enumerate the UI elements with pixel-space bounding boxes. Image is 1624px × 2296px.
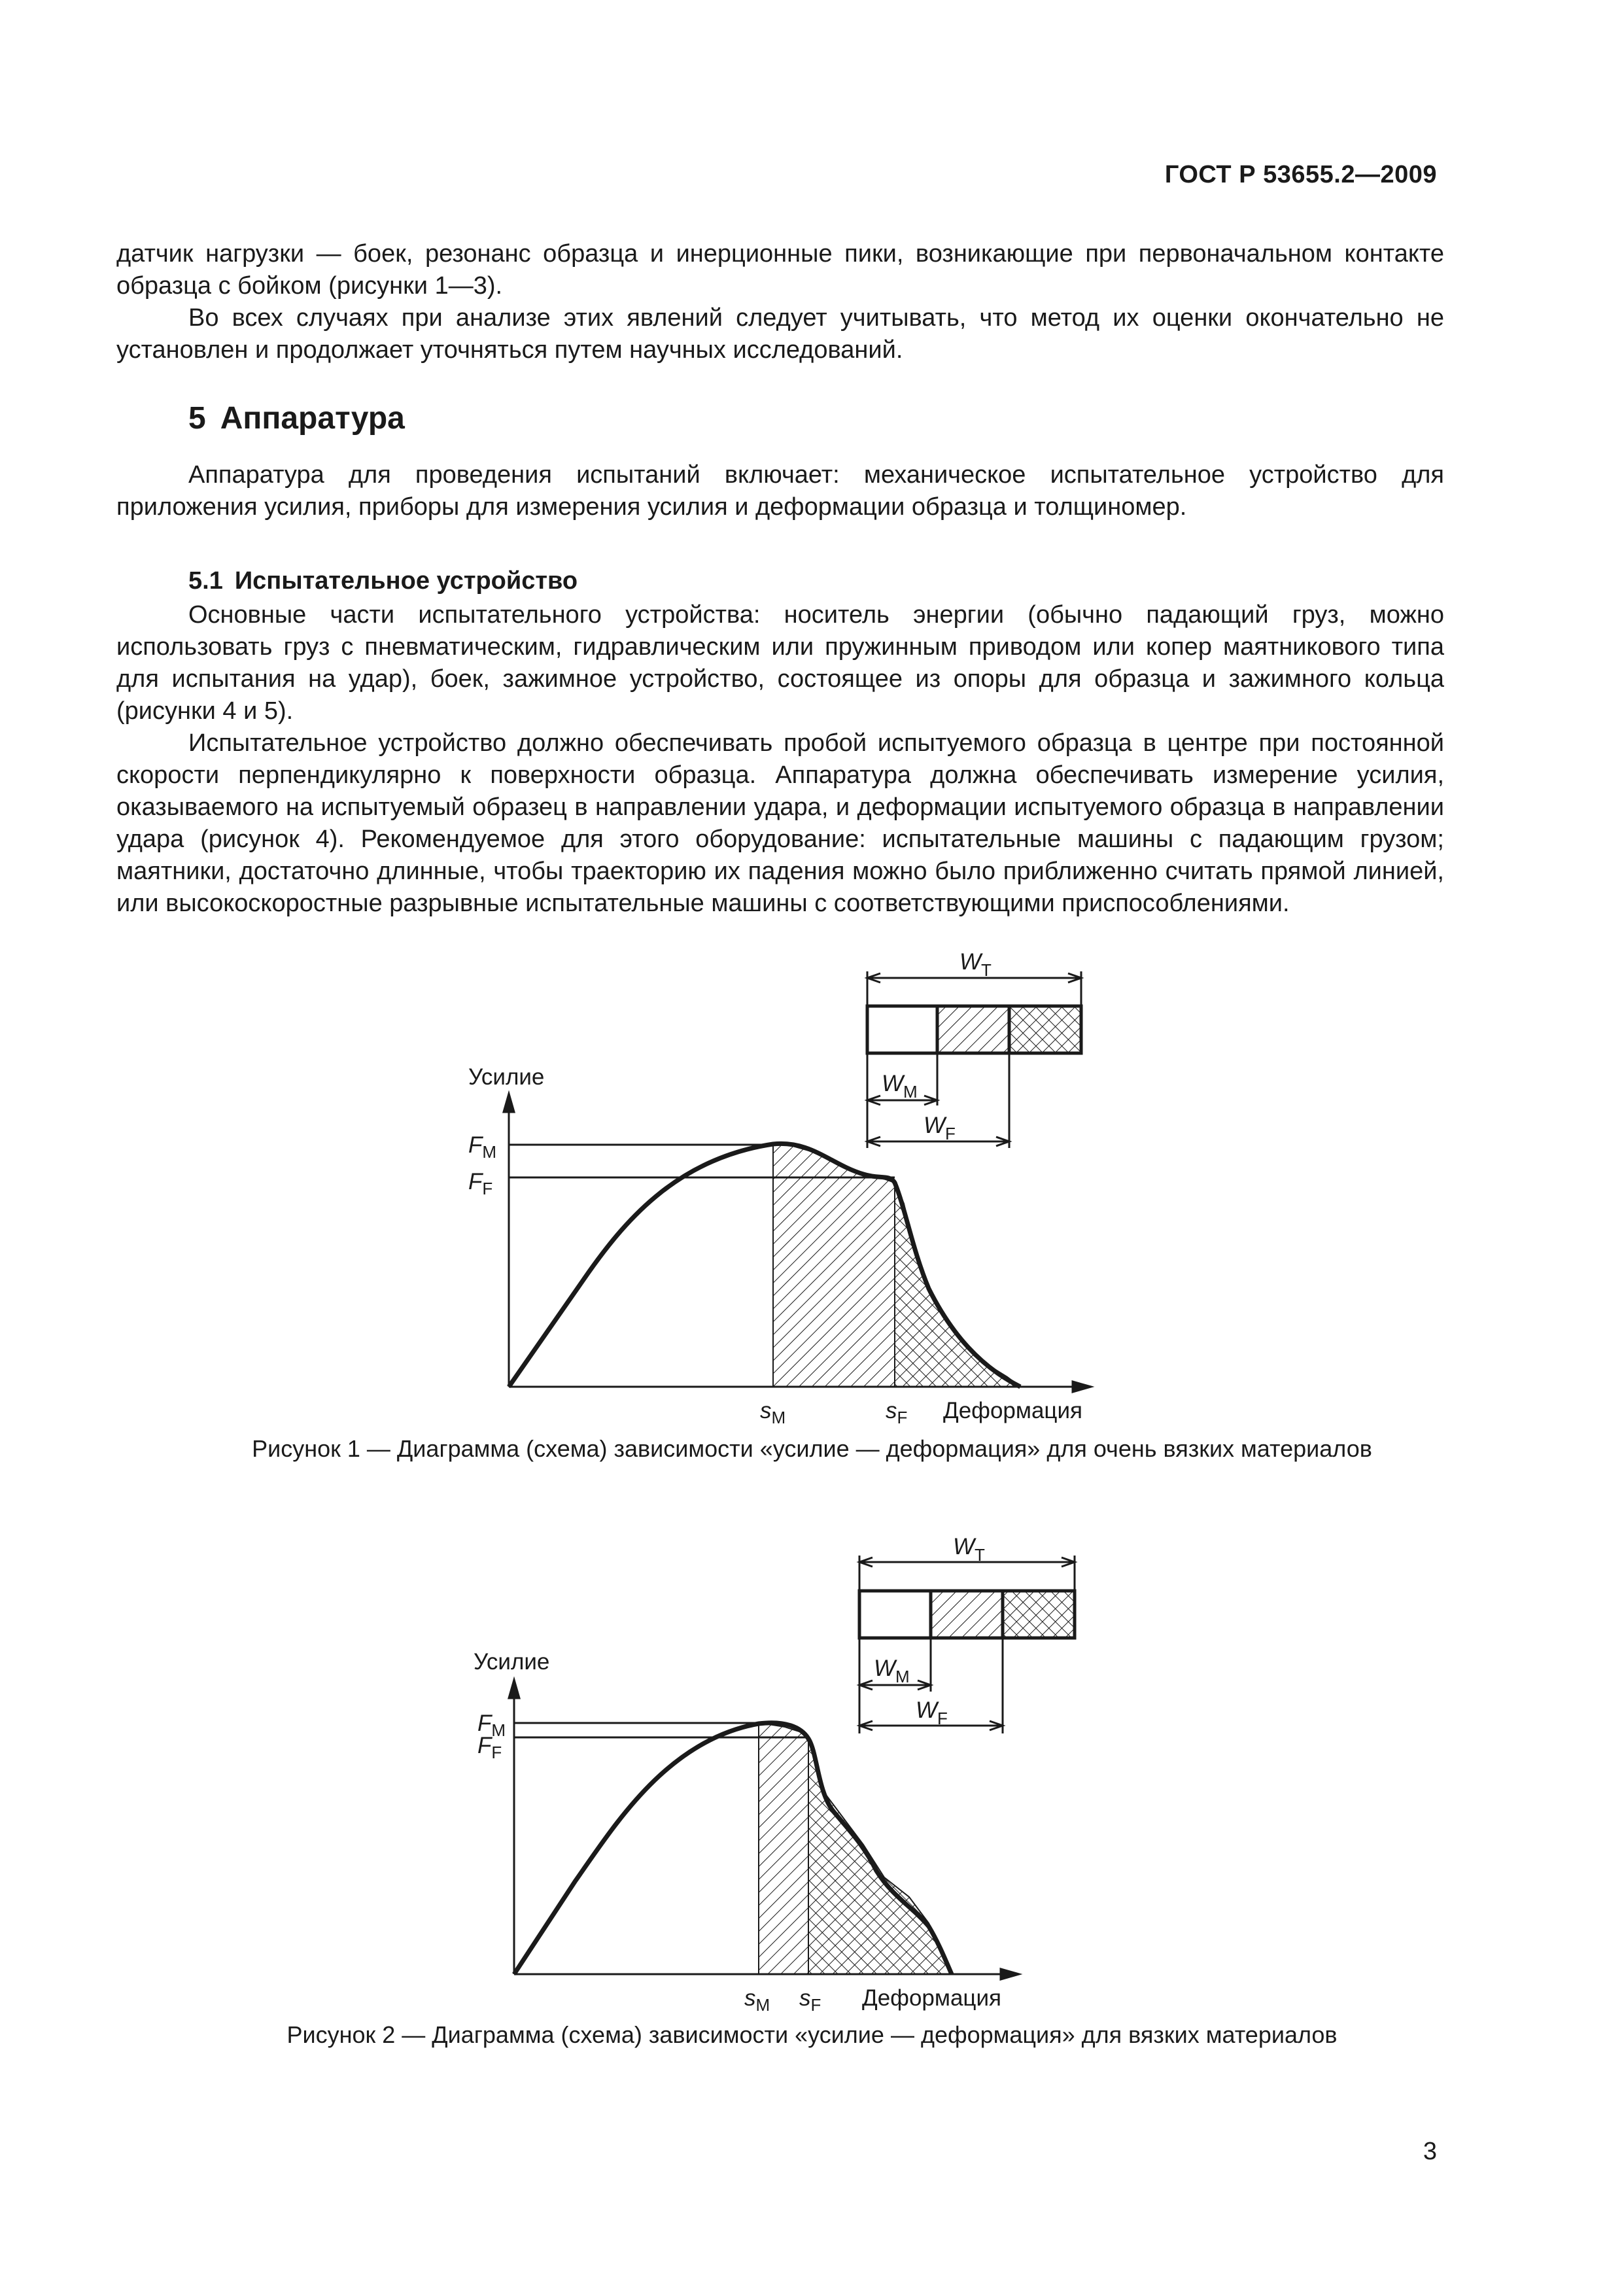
sf-label: $s_F$ [886, 1398, 908, 1427]
paragraph: Аппаратура для проведения испытаний включает: механическое испытательное устройство для приложения усилия, приборы для измерения усилия и деформации образца и толщиномер. [116, 461, 1444, 521]
page-number: 3 [1423, 2138, 1437, 2165]
sm-label: $s_M$ [744, 1985, 770, 2015]
energy-bar [867, 1006, 1081, 1053]
subsection-heading [188, 567, 578, 595]
section-title: Аппаратура [220, 401, 405, 436]
subsection-title: Испытательное устройство [234, 567, 578, 595]
energy-bar [859, 1591, 1075, 1638]
wt-dimension [867, 971, 1081, 1006]
wm-label: $W_M$ [882, 1071, 918, 1102]
figure-2-caption: Рисунок 2 — Диаграмма (схема) зависимости «усилие — деформация» для вязких материалов [286, 2021, 1338, 2048]
wt-dimension [859, 1556, 1075, 1591]
area-to-peak [759, 1724, 808, 1974]
sm-label: $s_M$ [760, 1398, 786, 1427]
figure-1-diagram [0, 942, 1624, 1427]
fm-label: $F_M$ [477, 1711, 506, 1740]
section-text [116, 459, 1444, 523]
fm-label: $F_M$ [468, 1132, 497, 1162]
area-after-failure [808, 1739, 952, 1974]
paragraph: Во всех случаях при анализе этих явлений следует учитывать, что метод их оценки окончательно не установлен и продолжает уточняться путем научных исследований. [116, 304, 1444, 364]
area-after-failure [895, 1183, 1020, 1387]
intro-text [116, 238, 1444, 366]
paragraph: датчик нагрузки — боек, резонанс образца и инерционные пики, возникающие при первоначальном контакте образца с бойком (рисунки 1—3). [116, 240, 1444, 300]
subsection-text [116, 599, 1444, 920]
section-number: 5 [188, 401, 206, 436]
paragraph: Основные части испытательного устройства: носитель энергии (обычно падающий груз, можно использовать груз с пневматическим, гидравлическим или пружинным приводом или копер маятникового типа для испытания на удар), боек, зажимное устройство, состоящее из опоры для образца и зажимного кольца (рисунки 4 и 5). [116, 601, 1444, 725]
figure-2-diagram [0, 1524, 1624, 2015]
sf-label: $s_F$ [799, 1985, 821, 2015]
section-heading [188, 400, 405, 436]
y-axis-label: Усилие [474, 1649, 550, 1675]
document-id: ГОСТ Р 53655.2—2009 [1164, 161, 1437, 188]
ff-label: $F_F$ [468, 1169, 493, 1198]
wt-label: $W_T$ [953, 1534, 985, 1565]
wm-label: $W_M$ [874, 1656, 910, 1686]
wf-label: $W_F$ [916, 1697, 948, 1728]
wf-label: $W_F$ [924, 1113, 956, 1143]
area-to-peak [773, 1144, 895, 1387]
paragraph: Испытательное устройство должно обеспечивать пробой испытуемого образца в центре при постоянной скорости перпендикулярно к поверхности образца. Аппаратура должна обеспечивать измерение усилия, оказываемого на испытуемый образец в направлении удара, и деформации испытуемого образца в направлении удара (рисунок 4). Рекомендуемое для этого оборудование: испытательные машины с падающим грузом; маятники, достаточно длинные, чтобы траекторию их падения можно было приближенно считать прямой линией, или высокоскоростные разрывные испытательные машины с соответствующими приспособлениями. [116, 729, 1444, 917]
subsection-number: 5.1 [188, 567, 223, 595]
y-axis-label: Усилие [468, 1064, 545, 1090]
x-axis-label: Деформация [862, 1985, 1001, 2011]
x-axis-label: Деформация [943, 1398, 1082, 1423]
figure-1-caption: Рисунок 1 — Диаграмма (схема) зависимости «усилие — деформация» для очень вязких материалов [252, 1435, 1372, 1462]
wt-label: $W_T$ [959, 949, 992, 980]
ff-label: $F_F$ [477, 1733, 502, 1762]
